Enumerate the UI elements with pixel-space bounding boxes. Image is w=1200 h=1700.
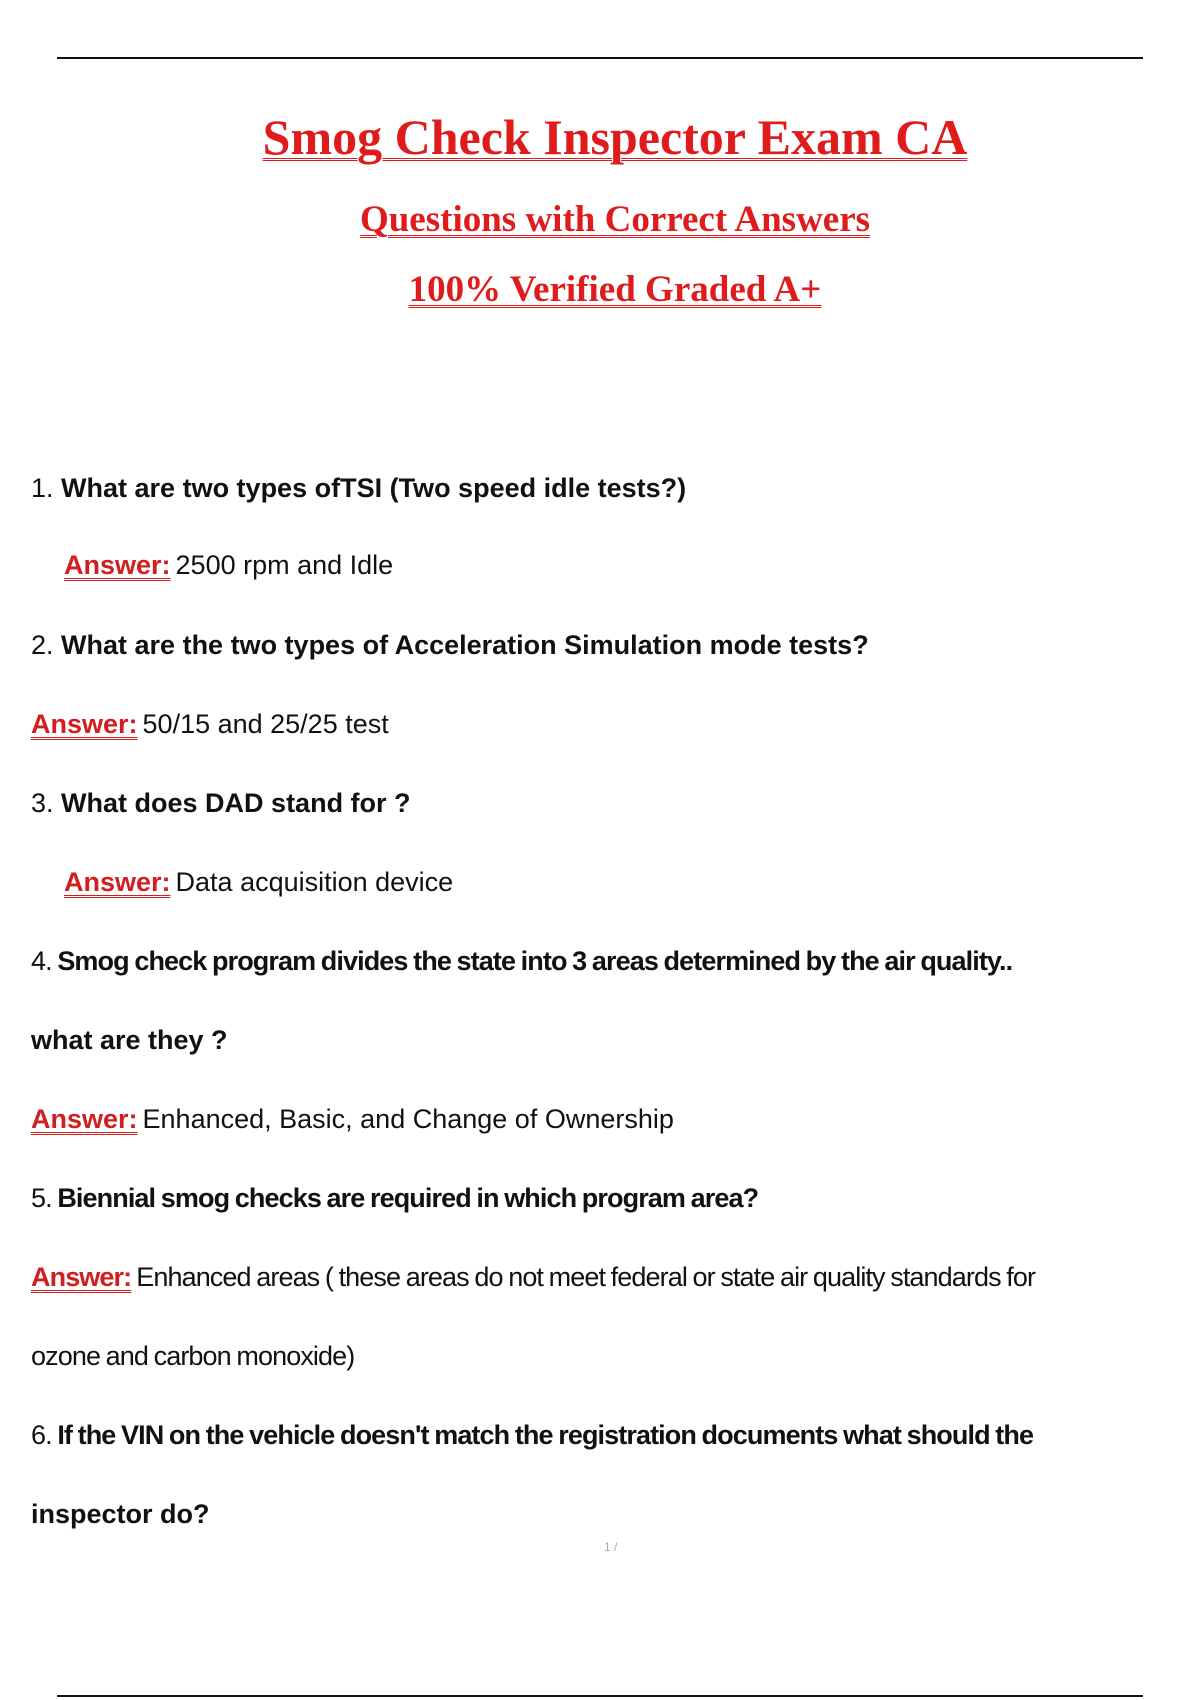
answer-label: Answer: <box>31 1104 138 1134</box>
answer-label: Answer: <box>31 709 138 739</box>
answer-4: Answer: Enhanced, Basic, and Change of Ownership <box>31 1104 674 1134</box>
question-6-continued: inspector do? <box>31 1499 210 1529</box>
question-4: 4. Smog check program divides the state into 3 areas determined by the air quality.. <box>31 946 1013 976</box>
document-subtitle: Questions with Correct Answers <box>359 199 871 240</box>
question-6: 6. If the VIN on the vehicle doesn't match the registration documents what should the <box>31 1420 1034 1450</box>
answer-2: Answer: 50/15 and 25/25 test <box>31 709 389 739</box>
answer-label: Answer: <box>64 550 171 580</box>
question-4-continued: what are they ? <box>31 1025 228 1055</box>
answer-label: Answer: <box>64 867 171 897</box>
question-5: 5. Biennial smog checks are required in which program area? <box>31 1183 759 1213</box>
answer-5-continued: ozone and carbon monoxide) <box>31 1341 355 1371</box>
answer-3: Answer: Data acquisition device <box>64 867 454 897</box>
document-grade-line: 100% Verified Graded A+ <box>408 269 822 310</box>
answer-label: Answer: <box>31 1262 132 1292</box>
page-marker: 1 / <box>604 1540 618 1554</box>
question-3: 3. What does DAD stand for ? <box>31 788 411 818</box>
bottom-rule <box>57 1695 1143 1697</box>
top-rule <box>57 57 1143 59</box>
answer-1: Answer: 2500 rpm and Idle <box>64 550 394 580</box>
document-title: Smog Check Inspector Exam CA <box>262 109 968 165</box>
question-2: 2. What are the two types of Acceleration Simulation mode tests? <box>31 630 869 660</box>
answer-5: Answer: Enhanced areas ( these areas do not meet federal or state air quality standards for <box>31 1262 1036 1292</box>
question-1: 1. What are two types ofTSI (Two speed idle tests?) <box>31 473 687 503</box>
